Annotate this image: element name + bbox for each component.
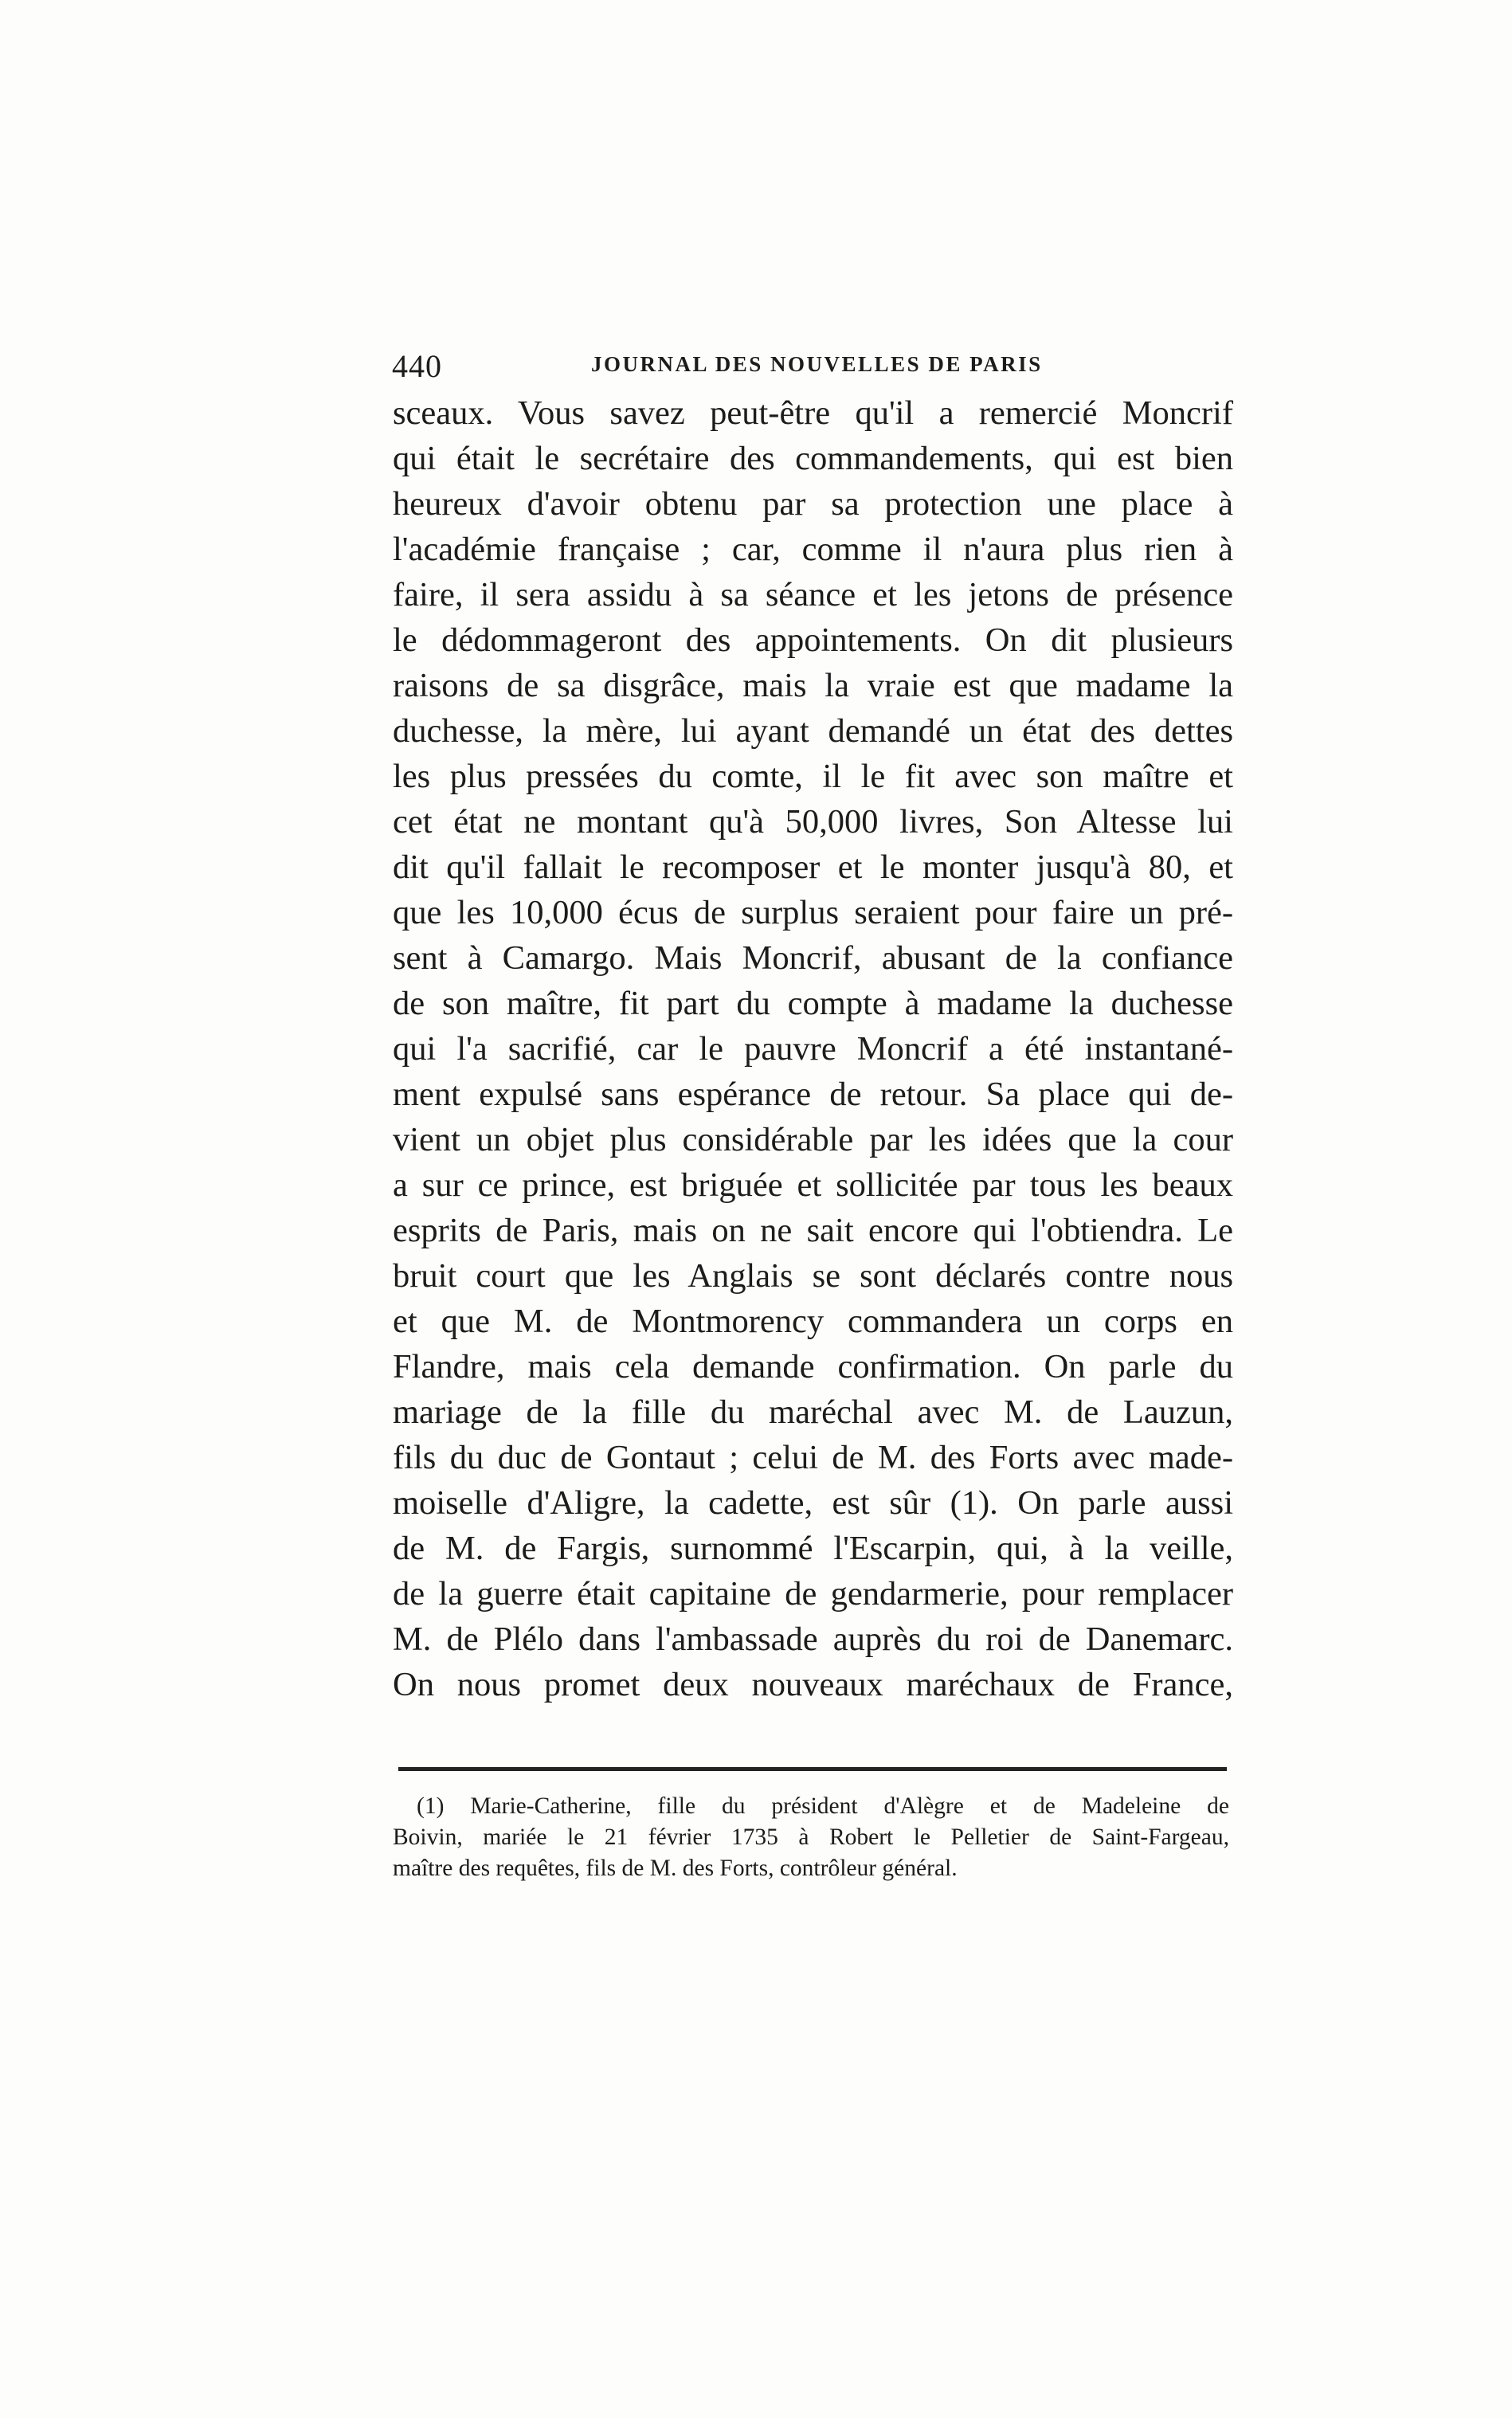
page-header bbox=[392, 347, 1228, 387]
text-line: bruit court que les Anglais se sont déclarés contre nous bbox=[393, 1257, 1233, 1295]
text-line: vient un objet plus considérable par les idées que la cour bbox=[393, 1121, 1233, 1158]
text-line: moiselle d'Aligre, la cadette, est sûr (1). On parle aussi bbox=[393, 1484, 1233, 1522]
page-number: 440 bbox=[392, 348, 442, 384]
text-line: Flandre, mais cela demande confirmation. On parle du bbox=[393, 1348, 1233, 1385]
footnote-separator bbox=[398, 1767, 1227, 1771]
text-line: heureux d'avoir obtenu par sa protection une place à bbox=[393, 485, 1233, 523]
text-line: mariage de la fille du maréchal avec M. de Lauzun, bbox=[393, 1393, 1233, 1431]
footnote-line: (1) Marie-Catherine, fille du président d'Alègre et de Madeleine de bbox=[417, 1793, 1229, 1819]
text-line: que les 10,000 écus de surplus seraient pour faire un pré- bbox=[393, 894, 1233, 931]
footnote bbox=[393, 1791, 1229, 1884]
text-line: de son maître, fit part du compte à madame la duchesse bbox=[393, 985, 1233, 1022]
text-line: qui l'a sacrifié, car le pauvre Moncrif a été instantané- bbox=[393, 1030, 1233, 1068]
text-line: ment expulsé sans espérance de retour. Sa place qui de- bbox=[393, 1076, 1233, 1113]
text-line: On nous promet deux nouveaux maréchaux de France, bbox=[393, 1666, 1233, 1703]
footnote-line: Boivin, mariée le 21 février 1735 à Robert le Pelletier de Saint-Fargeau, bbox=[393, 1824, 1229, 1850]
text-line: esprits de Paris, mais on ne sait encore qui l'obtiendra. Le bbox=[393, 1212, 1233, 1249]
text-line: les plus pressées du comte, il le fit avec son maître et bbox=[393, 758, 1233, 795]
text-line: sent à Camargo. Mais Moncrif, abusant de la confiance bbox=[393, 939, 1233, 977]
text-line: faire, il sera assidu à sa séance et les jetons de présence bbox=[393, 576, 1233, 613]
text-line: et que M. de Montmorency commandera un corps en bbox=[393, 1303, 1233, 1340]
text-line: dit qu'il fallait le recomposer et le monter jusqu'à 80, et bbox=[393, 848, 1233, 886]
text-line: cet état ne montant qu'à 50,000 livres, Son Altesse lui bbox=[393, 803, 1233, 841]
body-text bbox=[393, 390, 1233, 1707]
text-line: M. de Plélo dans l'ambassade auprès du roi de Danemarc. bbox=[393, 1620, 1233, 1658]
text-line: fils du duc de Gontaut ; celui de M. des Forts avec made- bbox=[393, 1439, 1233, 1476]
text-line: duchesse, la mère, lui ayant demandé un état des dettes bbox=[393, 712, 1233, 750]
running-head: JOURNAL DES NOUVELLES DE PARIS bbox=[591, 352, 1043, 376]
text-line: qui était le secrétaire des commandements, qui est bien bbox=[393, 440, 1233, 477]
text-line: a sur ce prince, est briguée et sollicitée par tous les beaux bbox=[393, 1166, 1233, 1204]
text-line: de la guerre était capitaine de gendarmerie, pour remplacer bbox=[393, 1575, 1233, 1613]
text-line: sceaux. Vous savez peut-être qu'il a remercié Moncrif bbox=[393, 394, 1233, 432]
text-line: l'académie française ; car, comme il n'aura plus rien à bbox=[393, 531, 1233, 568]
text-line: raisons de sa disgrâce, mais la vraie est que madame la bbox=[393, 667, 1233, 704]
footnote-line: maître des requêtes, fils de M. des Forts, contrôleur général. bbox=[393, 1856, 958, 1881]
text-line: le dédommageront des appointements. On dit plusieurs bbox=[393, 621, 1233, 659]
text-line: de M. de Fargis, surnommé l'Escarpin, qui, à la veille, bbox=[393, 1530, 1233, 1567]
